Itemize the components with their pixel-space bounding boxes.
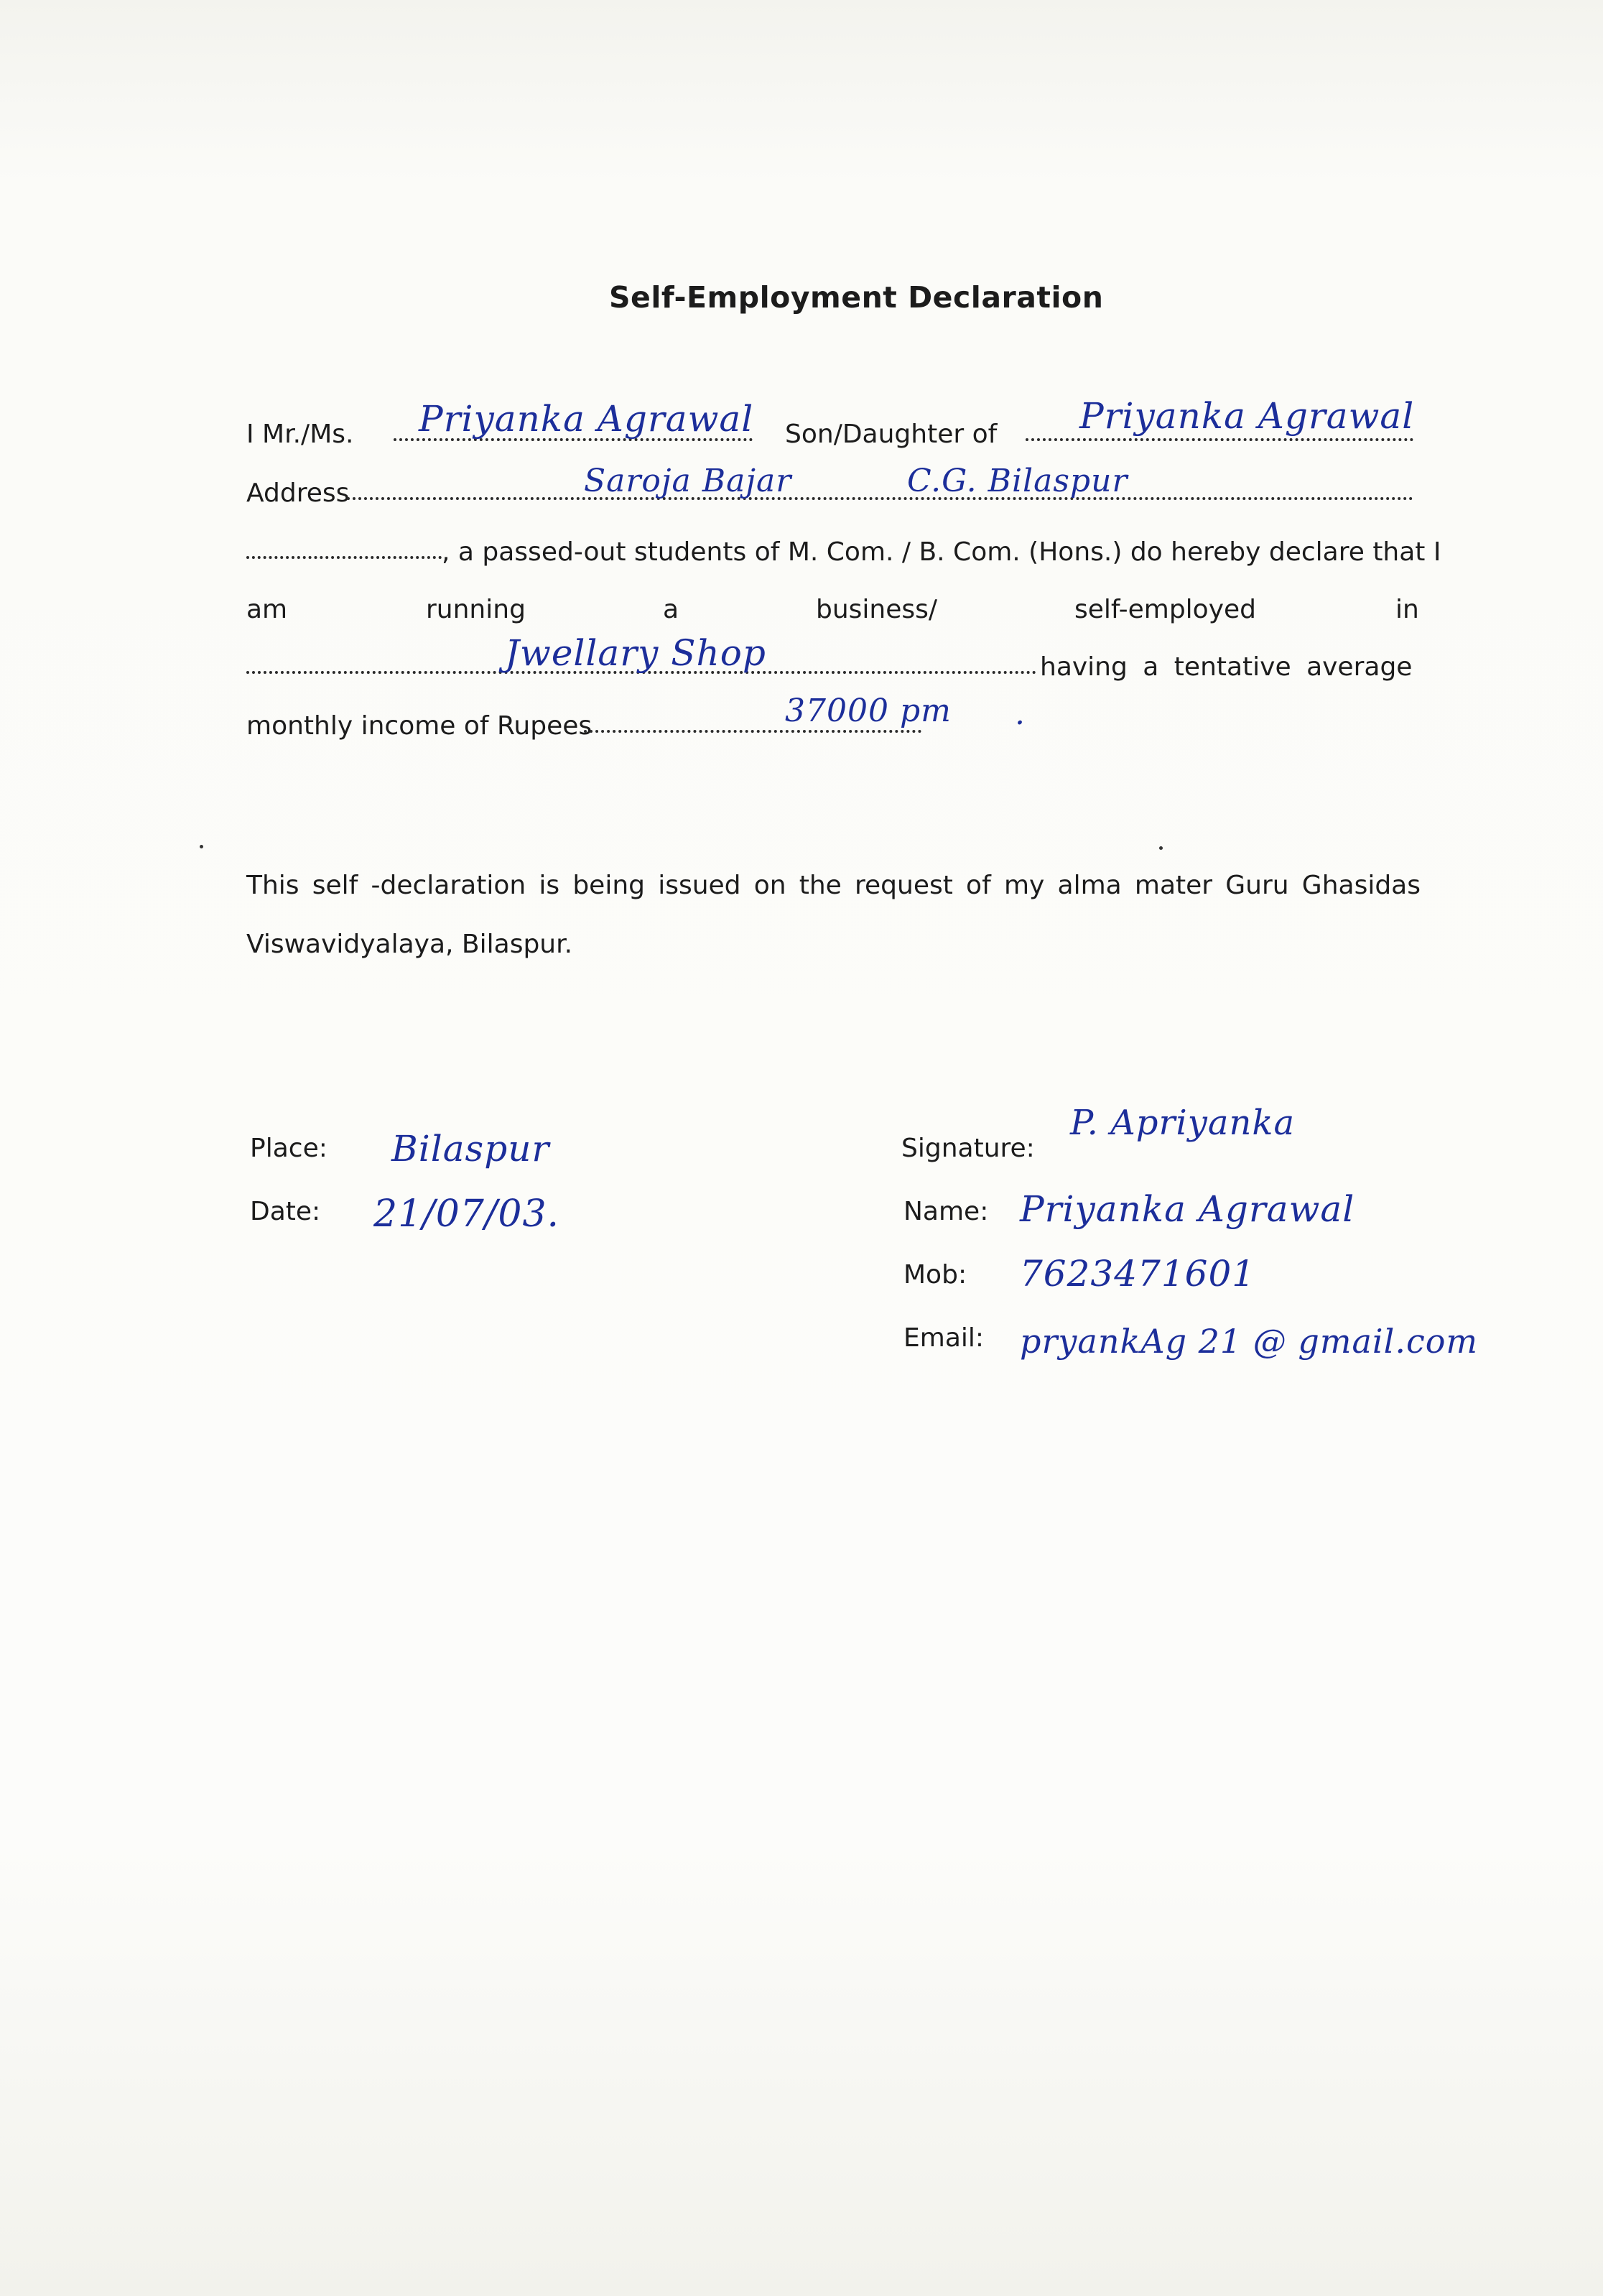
income-dotted-line — [584, 730, 921, 733]
mr-ms-label: I Mr./Ms. — [246, 420, 354, 449]
having-average-text: having a tentative average — [1040, 652, 1413, 682]
handwritten-period: . — [1015, 695, 1026, 732]
paper-speck — [1159, 846, 1163, 850]
declaration-line-running — [246, 595, 1421, 638]
handwritten-business: Jwellary Shop — [505, 632, 766, 674]
word-a: a — [663, 595, 679, 624]
handwritten-date: 21/07/03. — [373, 1193, 560, 1236]
declaration-line-name — [246, 395, 1421, 463]
word-am: am — [246, 595, 288, 624]
declaration-line-income — [246, 693, 1421, 754]
handwritten-address-part1: Saroja Bajar — [584, 463, 792, 499]
signature: P. Apriyanka — [1070, 1103, 1296, 1143]
address-label: Address — [246, 478, 350, 508]
handwritten-signer-name: Priyanka Agrawal — [1020, 1188, 1355, 1230]
handwritten-email: pryankAg 21 @ gmail.com — [1020, 1322, 1479, 1361]
declaration-line-passed-out — [246, 537, 1441, 580]
mob-label: Mob: — [903, 1260, 967, 1290]
blank-dotted-line — [246, 556, 442, 559]
place-label: Place: — [250, 1134, 327, 1163]
word-running: running — [426, 595, 526, 624]
address-dotted-line — [347, 497, 1413, 500]
handwritten-parent-name: Priyanka Agrawal — [1079, 395, 1415, 437]
handwritten-address-part2: C.G. Bilaspur — [907, 463, 1128, 499]
signature-label: Signature: — [901, 1134, 1035, 1163]
word-self-employed: self-employed — [1074, 595, 1257, 624]
declaration-line-address — [246, 463, 1421, 522]
paragraph-line-1: This self -declaration is being issued on the request of my alma mater Guru Ghasidas — [246, 871, 1421, 900]
son-daughter-label: Son/Daughter of — [785, 420, 998, 449]
handwritten-mobile: 7623471601 — [1020, 1253, 1256, 1295]
request-paragraph — [246, 856, 1421, 974]
declaration-line-business — [246, 632, 1421, 695]
word-in: in — [1395, 595, 1419, 624]
paragraph-line-2: Viswavidyalaya, Bilaspur. — [246, 930, 573, 959]
word-business: business/ — [816, 595, 938, 624]
handwritten-place: Bilaspur — [391, 1128, 550, 1170]
paper-speck — [200, 845, 203, 848]
date-label: Date: — [250, 1197, 321, 1226]
handwritten-name: Priyanka Agrawal — [419, 398, 754, 440]
parent-dotted-line — [1026, 438, 1413, 441]
page-title: Self-Employment Declaration — [609, 280, 1104, 315]
email-label: Email: — [903, 1323, 985, 1353]
passed-out-text: , a passed-out students of M. Com. / B. Com. (Hons.) do hereby declare that I — [442, 537, 1441, 567]
name-label: Name: — [903, 1197, 989, 1226]
monthly-income-label: monthly income of Rupees — [246, 711, 593, 741]
handwritten-income: 37000 pm — [785, 693, 952, 729]
